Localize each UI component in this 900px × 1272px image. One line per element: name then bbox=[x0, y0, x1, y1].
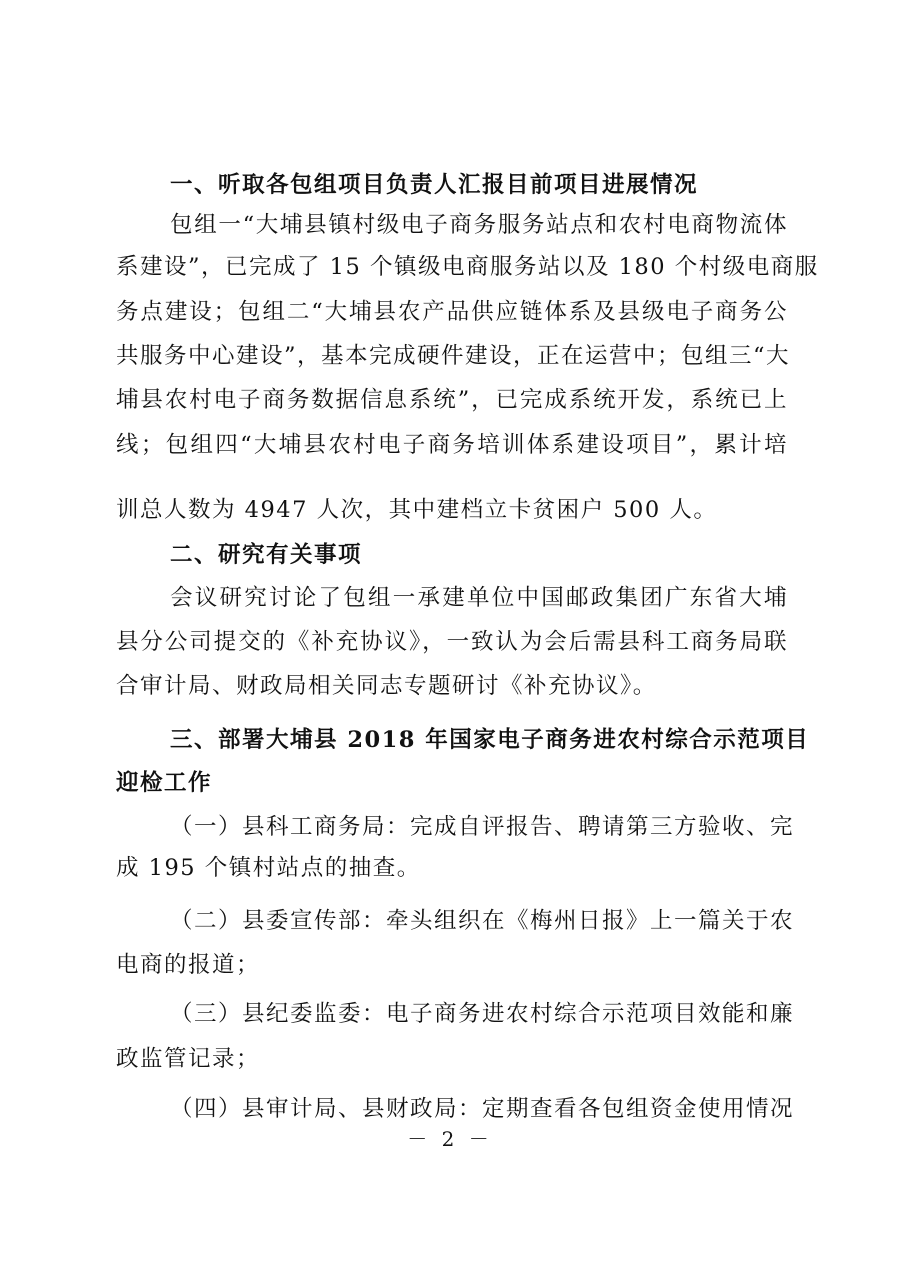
paragraph-line: 会议研究讨论了包组一承建单位中国邮政集团广东省大埔 bbox=[170, 585, 788, 611]
paragraph-line: 合审计局、财政局相关同志专题研讨《补充协议》。 bbox=[116, 673, 657, 699]
page-number: － 2 － bbox=[407, 1127, 493, 1151]
paragraph-line: 埔县农村电子商务数据信息系统”，已完成系统开发，系统已上 bbox=[116, 387, 788, 413]
paragraph-line: 训总人数为 4947 人次，其中建档立卡贫困户 500 人。 bbox=[116, 497, 718, 523]
paragraph-line: 务点建设；包组二“大埔县农产品供应链体系及县级电子商务公 bbox=[116, 299, 788, 325]
list-item-line: （二）县委宣传部：牵头组织在《梅州日报》上一篇关于农 bbox=[170, 908, 795, 934]
section-heading-2: 二、研究有关事项 bbox=[170, 542, 363, 568]
paragraph-line: 系建设”，已完成了 15 个镇级电商服务站以及 180 个村级电商服 bbox=[116, 254, 819, 280]
paragraph-line: 共服务中心建设”，基本完成硬件建设，正在运营中；包组三“大 bbox=[116, 343, 791, 369]
list-item-line: （三）县纪委监委：电子商务进农村综合示范项目效能和廉 bbox=[170, 1001, 795, 1027]
list-item-line: 电商的报道； bbox=[116, 952, 261, 978]
section-heading-3: 三、部署大埔县 2018 年国家电子商务进农村综合示范项目 bbox=[170, 727, 810, 753]
section-heading-3-continued: 迎检工作 bbox=[116, 770, 213, 796]
list-item-line: 成 195 个镇村站点的抽查。 bbox=[116, 855, 421, 881]
list-item-line: （四）县审计局、县财政局：定期查看各包组资金使用情况 bbox=[170, 1096, 795, 1122]
list-item-line: （一）县科工商务局：完成自评报告、聘请第三方验收、完 bbox=[170, 814, 795, 840]
paragraph-line: 包组一“大埔县镇村级电子商务服务站点和农村电商物流体 bbox=[170, 212, 788, 238]
paragraph-line: 线；包组四“大埔县农村电子商务培训体系建设项目”，累计培 bbox=[116, 432, 788, 458]
paragraph-line: 县分公司提交的《补充协议》，一致认为会后需县科工商务局联 bbox=[116, 629, 788, 655]
list-item-line: 政监管记录； bbox=[116, 1046, 261, 1072]
section-heading-1: 一、听取各包组项目负责人汇报目前项目进展情况 bbox=[170, 172, 699, 198]
